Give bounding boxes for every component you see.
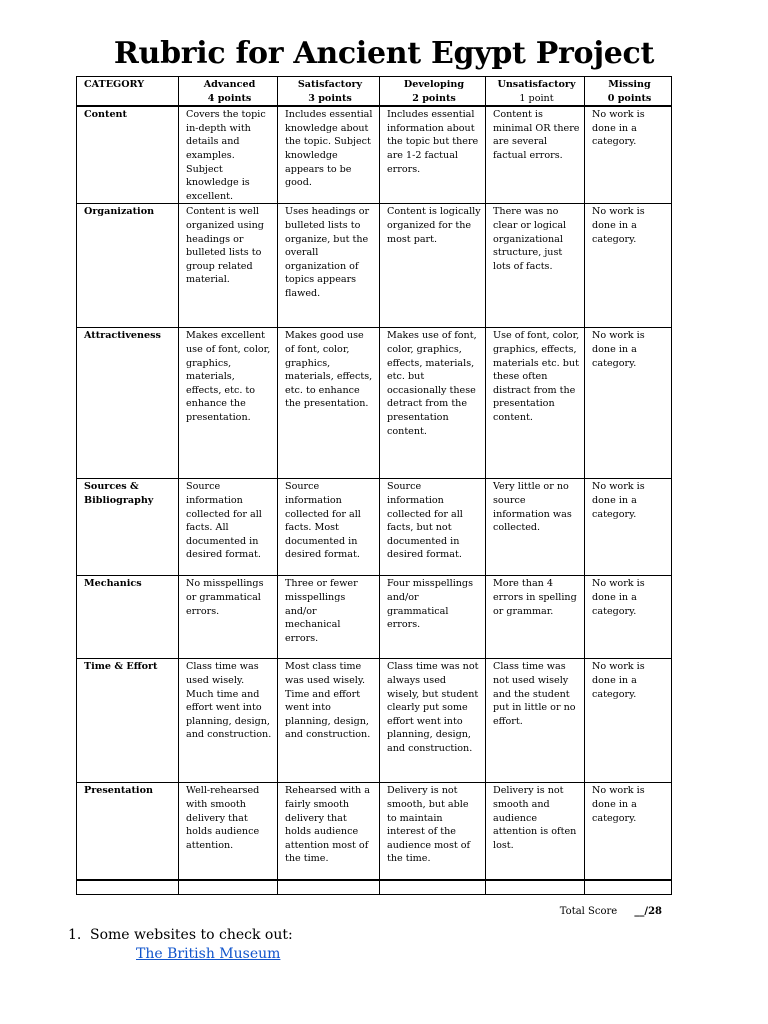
category-cell: Presentation	[77, 783, 179, 880]
criteria-cell: Most class time was used wisely. Time and effort went into planning, design, and construction.	[278, 659, 380, 783]
criteria-cell: Class time was used wisely. Much time and effort went into planning, design, and construction.	[179, 659, 278, 783]
blank-cell	[77, 880, 179, 895]
rubric-table	[76, 76, 672, 895]
criteria-cell: Class time was not always used wisely, but student clearly put some effort went into planning, design, and construction.	[380, 659, 486, 783]
header-developing	[380, 77, 486, 107]
level-points: 3 points	[308, 92, 352, 104]
level-name: Unsatisfactory	[497, 79, 576, 90]
criteria-cell: No work is done in a category.	[585, 106, 672, 204]
category-cell: Mechanics	[77, 576, 179, 659]
category-cell: Organization	[77, 204, 179, 328]
criteria-cell: No work is done in a category.	[585, 576, 672, 659]
blank-cell	[380, 880, 486, 895]
criteria-cell: Rehearsed with a fairly smooth delivery that holds audience attention most of the time.	[278, 783, 380, 880]
level-name: Missing	[608, 79, 651, 90]
blank-cell	[278, 880, 380, 895]
table-row	[77, 659, 672, 783]
page-title: Rubric for Ancient Egypt Project	[113, 36, 655, 71]
criteria-cell: Makes excellent use of font, color, graphics, materials, effects, etc. to enhance the presentation.	[179, 328, 278, 479]
british-museum-link[interactable]: The British Museum	[136, 946, 281, 962]
criteria-cell: Source information collected for all facts, but not documented in desired format.	[380, 479, 486, 576]
total-score-label: Total Score	[559, 906, 618, 917]
category-cell: Content	[77, 106, 179, 204]
header-category: CATEGORY	[77, 77, 179, 107]
criteria-cell: Delivery is not smooth and audience attention is often lost.	[486, 783, 585, 880]
criteria-cell: Four misspellings and/or grammatical errors.	[380, 576, 486, 659]
blank-row	[77, 880, 672, 895]
total-score-value: __/28	[634, 906, 662, 917]
criteria-cell: Makes good use of font, color, graphics, materials, effects, etc. to enhance the presentation.	[278, 328, 380, 479]
criteria-cell: Covers the topic in-depth with details and examples. Subject knowledge is excellent.	[179, 106, 278, 204]
table-header-row	[77, 77, 672, 107]
criteria-cell: Source information collected for all facts. Most documented in desired format.	[278, 479, 380, 576]
criteria-cell: Three or fewer misspellings and/or mechanical errors.	[278, 576, 380, 659]
category-cell: Attractiveness	[77, 328, 179, 479]
header-unsatisfactory	[486, 77, 585, 107]
criteria-cell: Class time was not used wisely and the student put in little or no effort.	[486, 659, 585, 783]
level-name: Advanced	[203, 79, 256, 90]
table-row	[77, 479, 672, 576]
criteria-cell: No misspellings or grammatical errors.	[179, 576, 278, 659]
criteria-cell: Delivery is not smooth, but able to maintain interest of the audience most of the time.	[380, 783, 486, 880]
criteria-cell: No work is done in a category.	[585, 659, 672, 783]
header-advanced	[179, 77, 278, 107]
level-points: 4 points	[207, 92, 252, 104]
criteria-cell: There was no clear or logical organizational structure, just lots of facts.	[486, 204, 585, 328]
blank-cell	[585, 880, 672, 895]
criteria-cell: Uses headings or bulleted lists to organize, but the overall organization of topics appears flawed.	[278, 204, 380, 328]
header-satisfactory	[278, 77, 380, 107]
level-points: 0 points	[607, 92, 652, 104]
websites-list	[68, 925, 293, 945]
table-row	[77, 106, 672, 204]
level-name: Satisfactory	[297, 79, 363, 90]
criteria-cell: Includes essential knowledge about the topic. Subject knowledge appears to be good.	[278, 106, 380, 204]
header-missing	[585, 77, 672, 107]
category-cell: Sources & Bibliography	[77, 479, 179, 576]
criteria-cell: Content is logically organized for the most part.	[380, 204, 486, 328]
category-cell: Time & Effort	[77, 659, 179, 783]
level-points: 2 points	[412, 92, 456, 104]
criteria-cell: Content is minimal OR there are several factual errors.	[486, 106, 585, 204]
criteria-cell: Use of font, color, graphics, effects, materials etc. but these often distract from the presentation content.	[486, 328, 585, 479]
list-number: 1.	[68, 927, 82, 943]
criteria-cell: No work is done in a category.	[585, 783, 672, 880]
criteria-cell: No work is done in a category.	[585, 479, 672, 576]
criteria-cell: Includes essential information about the topic but there are 1-2 factual errors.	[380, 106, 486, 204]
table-row	[77, 328, 672, 479]
list-item-text: Some websites to check out:	[90, 927, 293, 943]
criteria-cell: Very little or no source information was collected.	[486, 479, 585, 576]
total-score	[560, 906, 662, 917]
criteria-cell: Well-rehearsed with smooth delivery that holds audience attention.	[179, 783, 278, 880]
criteria-cell: Source information collected for all facts. All documented in desired format.	[179, 479, 278, 576]
criteria-cell: No work is done in a category.	[585, 328, 672, 479]
level-name: Developing	[403, 79, 465, 90]
criteria-cell: No work is done in a category.	[585, 204, 672, 328]
table-row	[77, 576, 672, 659]
table-row	[77, 783, 672, 880]
blank-cell	[486, 880, 585, 895]
table-row	[77, 204, 672, 328]
criteria-cell: Content is well organized using headings or bulleted lists to group related material.	[179, 204, 278, 328]
blank-cell	[179, 880, 278, 895]
level-points: 1 point	[519, 92, 554, 104]
criteria-cell: More than 4 errors in spelling or grammar.	[486, 576, 585, 659]
criteria-cell: Makes use of font, color, graphics, effects, materials, etc. but occasionally these detract from the presentation content.	[380, 328, 486, 479]
